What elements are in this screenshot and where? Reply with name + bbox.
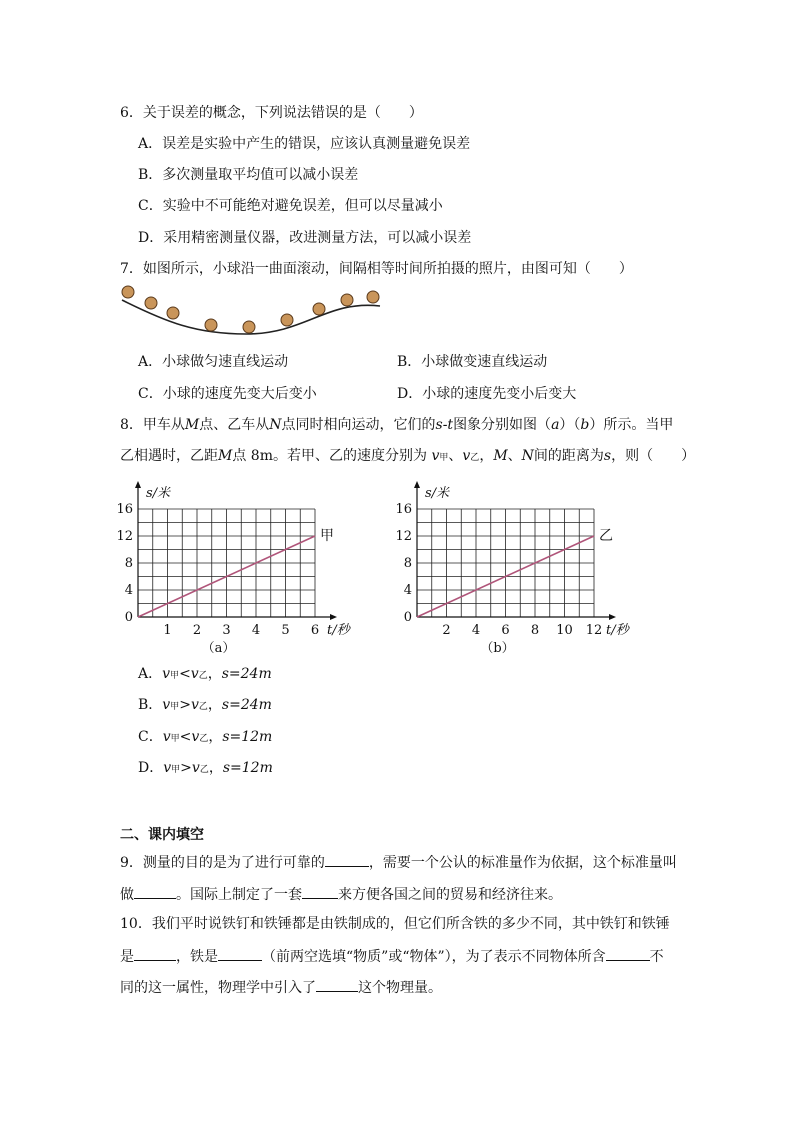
grid [138, 509, 315, 617]
y-tick-label: 12 [395, 529, 412, 544]
q6-stem: 6．关于误差的概念，下列说法错误的是（ ） [120, 105, 423, 121]
q6-option-b[interactable]: B．多次测量取平均值可以减小误差 [138, 167, 359, 183]
q10-blank-4[interactable] [316, 976, 358, 992]
q10-line1: 10．我们平时说铁钉和铁锤都是由铁制成的，但它们所含铁的多少不同，其中铁钉和铁锤 [120, 916, 670, 932]
ball-1 [122, 286, 134, 298]
x-tick-label: 3 [222, 623, 231, 638]
x-tick-label: 5 [281, 623, 290, 638]
y-tick-label: 12 [116, 529, 133, 544]
x-tick-label: 6 [310, 623, 320, 638]
ball-6 [281, 314, 293, 326]
y-tick-label: 8 [403, 556, 412, 571]
series-label: 乙 [599, 528, 613, 544]
x-axis-arrow [609, 614, 616, 620]
y-tick-label: 16 [116, 502, 133, 517]
q9-blank-1[interactable] [325, 851, 369, 867]
q10-line2: 是 ，铁是 （前两空选填“物质”或“物体”），为了表示不同物体所含 不 [120, 945, 664, 967]
chart-caption: （a） [201, 641, 236, 656]
q9-blank-2[interactable] [134, 883, 176, 899]
q10-blank-2[interactable] [218, 945, 262, 961]
q8-option-a[interactable]: A．v甲<v乙，s=24m [138, 666, 272, 682]
x-tick-label: 4 [251, 623, 261, 638]
q8-option-c[interactable]: C．v甲<v乙，s=12m [138, 729, 273, 745]
q9-line2: 做 。国际上制定了一套 来方便各国之间的贸易和经济往来。 [120, 883, 562, 905]
x-tick-label: 2 [442, 623, 451, 638]
y-tick-label: 4 [124, 583, 133, 598]
q9-line1: 9．测量的目的是为了进行可靠的 ，需要一个公认的标准量作为依据，这个标准量叫 [120, 851, 677, 873]
x-tick-label: 12 [585, 623, 603, 638]
q7-option-c[interactable]: C．小球的速度先变大后变小 [138, 386, 317, 402]
x-axis-label: t/秒 [327, 623, 350, 638]
y-tick-label: 4 [403, 583, 412, 598]
q7-option-b[interactable]: B．小球做变速直线运动 [397, 354, 548, 370]
x-axis-arrow [330, 614, 337, 620]
q7-option-d[interactable]: D．小球的速度先变小后变大 [397, 386, 577, 402]
q10-blank-3[interactable] [606, 945, 650, 961]
q6-option-d[interactable]: D．采用精密测量仪器，改进测量方法，可以减小误差 [138, 230, 472, 246]
section-title: 二、课内填空 [120, 827, 204, 843]
q6-option-c[interactable]: C．实验中不可能绝对避免误差，但可以尽量减小 [138, 198, 443, 214]
x-tick-label: 2 [192, 623, 202, 638]
q8-stem-line1: 8．甲车从M点、乙车从N点同时相向运动，它们的s-t图象分别如图（a）（b）所示。当甲 [120, 417, 674, 433]
q7-stem: 7．如图所示，小球沿一曲面滚动，间隔相等时间所拍摄的照片，由图可知（ ） [120, 261, 633, 277]
y-axis-label: s/米 [146, 486, 171, 501]
ball-3 [167, 307, 179, 319]
q10-line3: 同的这一属性，物理学中引入了 这个物理量。 [120, 976, 442, 998]
ball-8 [341, 294, 353, 306]
x-tick-label: 8 [530, 623, 540, 638]
x-tick-label: 1 [163, 623, 172, 638]
x-tick-label: 6 [501, 623, 510, 638]
grid [417, 509, 594, 617]
y-tick-label: 0 [124, 610, 133, 625]
y-axis-arrow [135, 481, 141, 488]
q8-stem-line2: 乙相遇时，乙距M点 8m。若甲、乙的速度分别为 v甲、v乙，M、N间的距离为s，则（ ） [120, 448, 696, 464]
q8-option-d[interactable]: D．v甲>v乙，s=12m [138, 760, 273, 776]
ball-4 [205, 319, 217, 331]
x-tick-label: 4 [471, 623, 481, 638]
x-axis-label: t/秒 [606, 623, 629, 638]
q7-option-a[interactable]: A．小球做匀速直线运动 [138, 354, 289, 370]
ball-2 [145, 297, 157, 309]
ball-9 [367, 291, 379, 303]
y-axis-label: s/米 [425, 486, 450, 501]
ball-7 [313, 303, 325, 315]
ball-5 [243, 321, 255, 333]
y-tick-label: 8 [124, 556, 133, 571]
x-tick-label: 10 [556, 623, 573, 638]
q10-blank-1[interactable] [134, 945, 176, 961]
q8-option-b[interactable]: B．v甲>v乙，s=24m [138, 697, 272, 713]
chart-b [395, 474, 645, 660]
q9-blank-3[interactable] [302, 883, 338, 899]
chart-a [116, 474, 366, 660]
chart-caption: （b） [480, 641, 515, 656]
y-tick-label: 16 [395, 502, 412, 517]
q6-option-a[interactable]: A．误差是实验中产生的错误，应该认真测量避免误差 [138, 136, 471, 152]
q7-curve-figure [116, 282, 390, 344]
y-axis-arrow [414, 481, 420, 488]
y-tick-label: 0 [403, 610, 412, 625]
series-label: 甲 [320, 528, 334, 544]
